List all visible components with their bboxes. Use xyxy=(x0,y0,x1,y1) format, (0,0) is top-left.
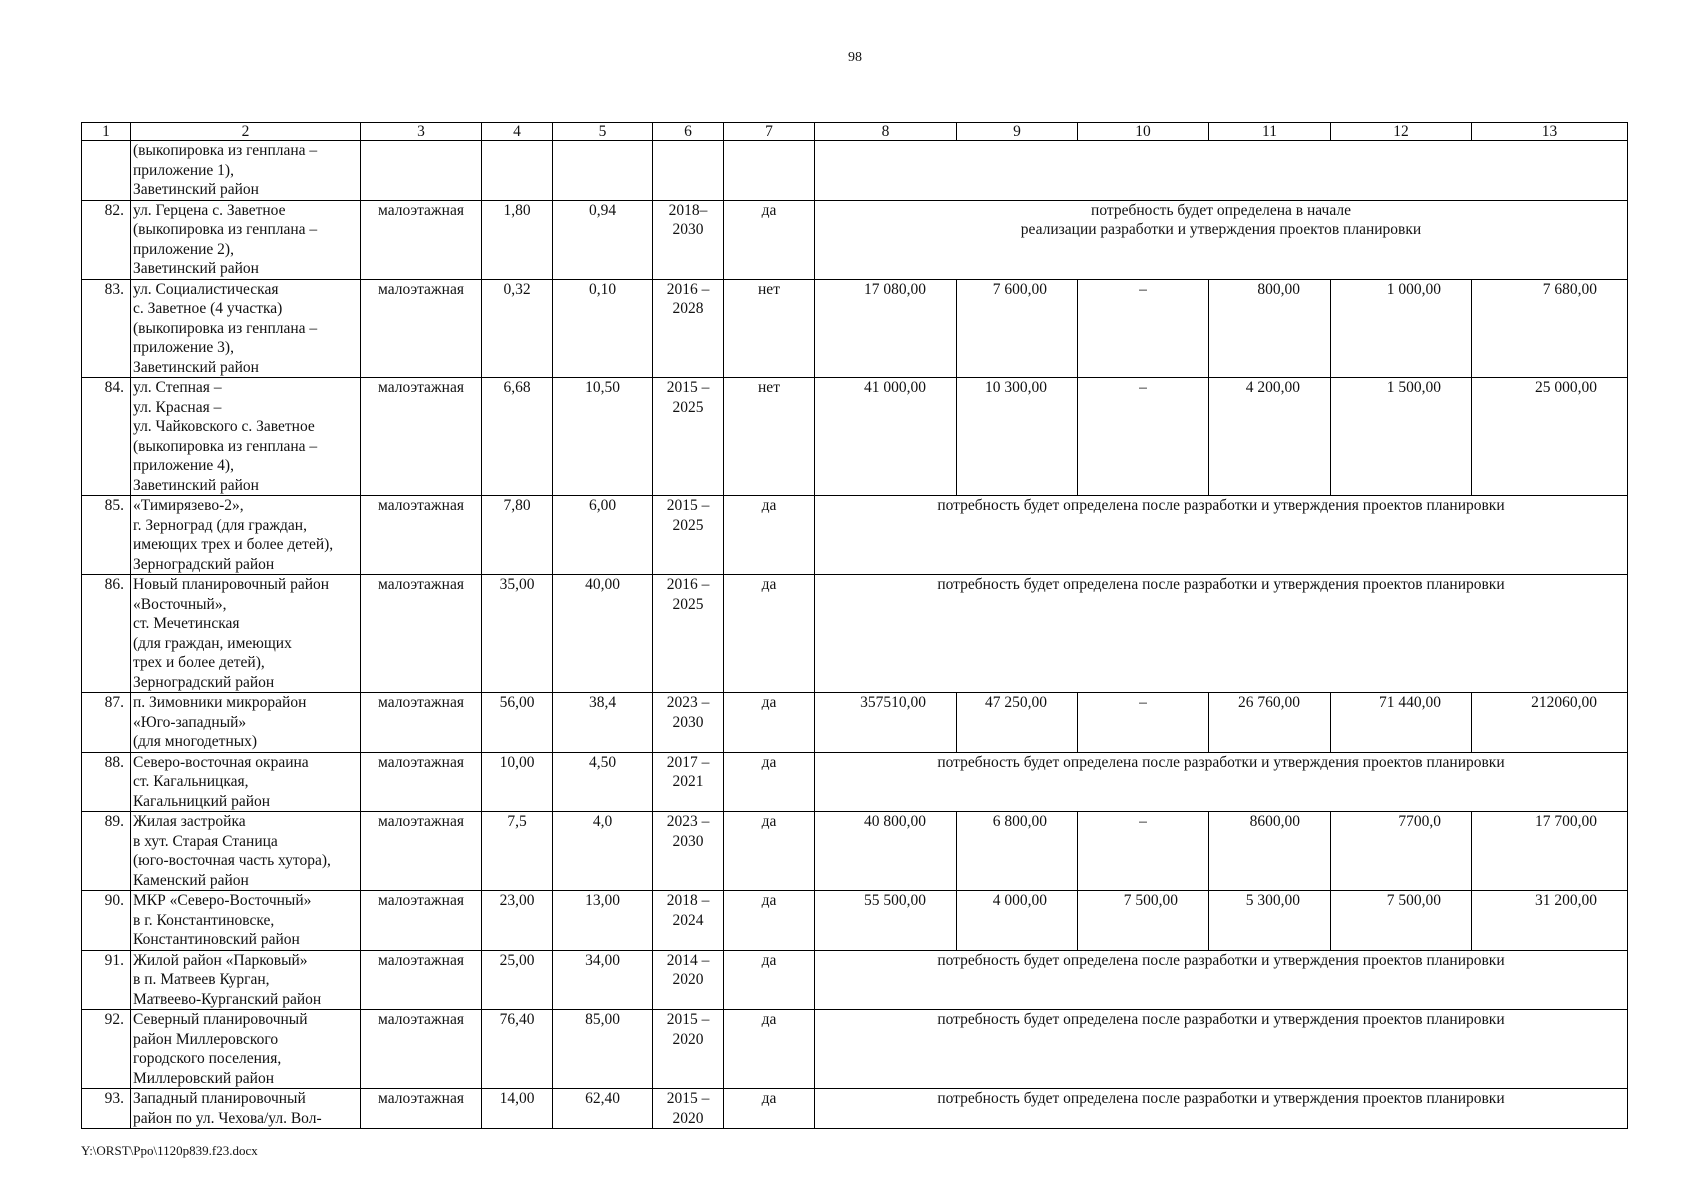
row-number: 93. xyxy=(82,1089,131,1129)
funding-value: 41 000,00 xyxy=(815,378,957,496)
table-row xyxy=(82,378,1628,496)
area-total: 23,00 xyxy=(482,891,553,951)
object-name xyxy=(131,1089,361,1129)
period-line: 2023 – xyxy=(666,813,710,830)
object-name-line: «Юго-западный» xyxy=(133,713,247,731)
row-number: 86. xyxy=(82,575,131,693)
area-built: 62,40 xyxy=(553,1089,653,1129)
building-type: малоэтажная xyxy=(361,950,482,1010)
period-line: 2015 – xyxy=(666,1090,710,1107)
period-line: 2016 – xyxy=(666,576,710,593)
object-name xyxy=(131,693,361,753)
area-total xyxy=(482,141,553,201)
building-type: малоэтажная xyxy=(361,693,482,753)
funding-note xyxy=(815,200,1628,279)
project-status: да xyxy=(724,1089,815,1129)
area-total: 76,40 xyxy=(482,1010,553,1089)
row-number: 84. xyxy=(82,378,131,496)
object-name-line: (выкопировка из генплана – xyxy=(133,142,318,159)
row-number: 85. xyxy=(82,496,131,575)
area-total: 7,80 xyxy=(482,496,553,575)
funding-value: 55 500,00 xyxy=(815,891,957,951)
funding-value: 31 200,00 xyxy=(1472,891,1628,951)
project-status: да xyxy=(724,812,815,891)
building-type: малоэтажная xyxy=(361,496,482,575)
object-name-line: (выкопировка из генплана – xyxy=(133,221,318,238)
object-name-line: (выкопировка из генплана – xyxy=(133,437,318,455)
funding-value: 7 500,00 xyxy=(1331,891,1472,951)
implementation-period xyxy=(653,891,724,951)
object-name-line: приложение 1), xyxy=(133,161,234,179)
row-number: 82. xyxy=(82,200,131,279)
column-number-6: 6 xyxy=(653,123,724,141)
implementation-period xyxy=(653,812,724,891)
area-total: 7,5 xyxy=(482,812,553,891)
object-name-line: Жилая застройка xyxy=(133,813,246,830)
funding-value: 7700,0 xyxy=(1331,812,1472,891)
object-name xyxy=(131,496,361,575)
funding-note-line: реализации разработки и утверждения проектов планировки xyxy=(1020,221,1422,238)
object-name-line: ул. Социалистическая xyxy=(133,280,279,298)
object-name-line: Жилой район «Парковый» xyxy=(133,951,308,969)
funding-note xyxy=(815,950,1628,1010)
object-name-line: «Тимирязево-2», xyxy=(133,497,244,514)
implementation-period xyxy=(653,378,724,496)
object-name-line: Заветинский район xyxy=(133,358,259,376)
period-line: 2025 xyxy=(672,516,704,534)
object-name-line: (для многодетных) xyxy=(133,733,258,750)
table-row xyxy=(82,752,1628,812)
funding-value: 1 000,00 xyxy=(1331,279,1472,378)
implementation-period xyxy=(653,141,724,201)
funding-note-line: потребность будет определена после разработки и утверждения проектов планировки xyxy=(937,497,1505,514)
object-name xyxy=(131,752,361,812)
object-name-line: Северо-восточная окраина xyxy=(133,753,309,771)
funding-value: – xyxy=(1078,812,1209,891)
object-name-line: Зерноградский район xyxy=(133,673,275,691)
object-name-line: ст. Кагальницкая, xyxy=(133,773,249,790)
area-built: 0,10 xyxy=(553,279,653,378)
table-row xyxy=(82,812,1628,891)
funding-note xyxy=(815,752,1628,812)
object-name xyxy=(131,279,361,378)
table-row xyxy=(82,1089,1628,1129)
object-name-line: приложение 3), xyxy=(133,339,234,356)
object-name xyxy=(131,950,361,1010)
column-number-13: 13 xyxy=(1472,123,1628,141)
funding-value: 47 250,00 xyxy=(957,693,1078,753)
object-name-line: в п. Матвеев Курган, xyxy=(133,971,270,988)
funding-value: 7 680,00 xyxy=(1472,279,1628,378)
area-total: 10,00 xyxy=(482,752,553,812)
object-name-line: в г. Константиновске, xyxy=(133,911,275,929)
object-name xyxy=(131,891,361,951)
implementation-period xyxy=(653,1010,724,1089)
project-status xyxy=(724,141,815,201)
funding-value: 40 800,00 xyxy=(815,812,957,891)
period-line: 2020 xyxy=(672,1109,704,1127)
object-name-line: Новый планировочный район xyxy=(133,576,330,593)
implementation-period xyxy=(653,200,724,279)
funding-note xyxy=(815,1010,1628,1089)
period-line: 2030 xyxy=(672,713,704,731)
funding-value: – xyxy=(1078,279,1209,378)
object-name-line: ст. Мечетинская xyxy=(133,615,240,632)
object-name-line: МКР «Северо-Восточный» xyxy=(133,892,312,909)
object-name xyxy=(131,200,361,279)
funding-value: 71 440,00 xyxy=(1331,693,1472,753)
implementation-period xyxy=(653,1089,724,1129)
period-line: 2017 – xyxy=(666,753,710,771)
object-name xyxy=(131,812,361,891)
object-name-line: Матвеево-Курганский район xyxy=(133,990,322,1008)
funding-value: 4 200,00 xyxy=(1209,378,1331,496)
column-number-12: 12 xyxy=(1331,123,1472,141)
object-name-line: район Миллеровского xyxy=(133,1030,279,1048)
object-name-line: Западный планировочный xyxy=(133,1090,306,1107)
object-name-line: в хут. Старая Станица xyxy=(133,832,278,850)
period-line: 2016 – xyxy=(666,280,710,298)
object-name-line: г. Зерноград (для граждан, xyxy=(133,516,307,534)
building-type: малоэтажная xyxy=(361,1010,482,1089)
area-total: 25,00 xyxy=(482,950,553,1010)
column-number-row xyxy=(82,123,1628,141)
object-name-line: район по ул. Чехова/ул. Вол- xyxy=(133,1109,322,1127)
funding-value: 1 500,00 xyxy=(1331,378,1472,496)
row-number: 87. xyxy=(82,693,131,753)
column-number-9: 9 xyxy=(957,123,1078,141)
building-type: малоэтажная xyxy=(361,812,482,891)
object-name xyxy=(131,1010,361,1089)
funding-value: – xyxy=(1078,378,1209,496)
period-line: 2020 xyxy=(672,971,704,988)
object-name-line: Северный планировочный xyxy=(133,1011,308,1028)
column-number-2: 2 xyxy=(131,123,361,141)
funding-value: 8600,00 xyxy=(1209,812,1331,891)
building-type: малоэтажная xyxy=(361,1089,482,1129)
table-row xyxy=(82,141,1628,201)
object-name-line: (юго-восточная часть хутора), xyxy=(133,852,331,869)
funding-value: 4 000,00 xyxy=(957,891,1078,951)
area-built: 4,0 xyxy=(553,812,653,891)
project-status: да xyxy=(724,752,815,812)
period-line: 2014 – xyxy=(666,951,710,969)
area-built: 0,94 xyxy=(553,200,653,279)
funding-value: 7 500,00 xyxy=(1078,891,1209,951)
funding-note xyxy=(815,141,1628,201)
funding-value: 5 300,00 xyxy=(1209,891,1331,951)
building-type xyxy=(361,141,482,201)
project-status: да xyxy=(724,496,815,575)
object-name-line: ул. Степная – xyxy=(133,379,222,396)
funding-note xyxy=(815,1089,1628,1129)
period-line: 2021 xyxy=(672,773,704,790)
area-built: 10,50 xyxy=(553,378,653,496)
building-type: малоэтажная xyxy=(361,279,482,378)
area-built: 4,50 xyxy=(553,752,653,812)
period-line: 2023 – xyxy=(666,694,710,711)
column-number-10: 10 xyxy=(1078,123,1209,141)
project-status: нет xyxy=(724,378,815,496)
column-number-4: 4 xyxy=(482,123,553,141)
funding-note-line: потребность будет определена в начале xyxy=(1091,201,1351,219)
period-line: 2018 – xyxy=(666,892,710,909)
area-built: 85,00 xyxy=(553,1010,653,1089)
column-number-8: 8 xyxy=(815,123,957,141)
funding-note-line: потребность будет определена после разработки и утверждения проектов планировки xyxy=(937,1090,1505,1107)
period-line: 2015 – xyxy=(666,379,710,396)
funding-note-line: потребность будет определена после разработки и утверждения проектов планировки xyxy=(937,576,1505,593)
object-name-line: ул. Чайковского с. Заветное xyxy=(133,418,315,435)
building-type: малоэтажная xyxy=(361,891,482,951)
implementation-period xyxy=(653,496,724,575)
project-status: да xyxy=(724,950,815,1010)
column-number-5: 5 xyxy=(553,123,653,141)
column-number-3: 3 xyxy=(361,123,482,141)
project-status: да xyxy=(724,575,815,693)
project-status: да xyxy=(724,1010,815,1089)
object-name-line: городского поселения, xyxy=(133,1050,282,1067)
object-name-line: п. Зимовники микрорайон xyxy=(133,694,307,711)
period-line: 2025 xyxy=(672,595,704,613)
table-body xyxy=(82,123,1628,1129)
row-number: 88. xyxy=(82,752,131,812)
column-number-1: 1 xyxy=(82,123,131,141)
project-status: да xyxy=(724,891,815,951)
funding-note-line: потребность будет определена после разработки и утверждения проектов планировки xyxy=(937,1011,1505,1028)
area-total: 1,80 xyxy=(482,200,553,279)
area-total: 56,00 xyxy=(482,693,553,753)
table-row xyxy=(82,200,1628,279)
column-number-7: 7 xyxy=(724,123,815,141)
funding-value: – xyxy=(1078,693,1209,753)
period-line: 2015 – xyxy=(666,497,710,514)
housing-table xyxy=(81,122,1628,1129)
implementation-period xyxy=(653,575,724,693)
project-status: нет xyxy=(724,279,815,378)
row-number: 92. xyxy=(82,1010,131,1089)
funding-value: 17 700,00 xyxy=(1472,812,1628,891)
building-type: малоэтажная xyxy=(361,200,482,279)
period-line: 2018– xyxy=(668,201,708,219)
object-name-line: «Восточный», xyxy=(133,595,227,613)
row-number: 83. xyxy=(82,279,131,378)
table-row xyxy=(82,496,1628,575)
funding-value: 25 000,00 xyxy=(1472,378,1628,496)
funding-note-line: потребность будет определена после разработки и утверждения проектов планировки xyxy=(937,951,1505,969)
building-type: малоэтажная xyxy=(361,378,482,496)
funding-value: 7 600,00 xyxy=(957,279,1078,378)
table-row xyxy=(82,950,1628,1010)
column-number-11: 11 xyxy=(1209,123,1331,141)
area-built: 34,00 xyxy=(553,950,653,1010)
area-built: 13,00 xyxy=(553,891,653,951)
row-number: 90. xyxy=(82,891,131,951)
project-status: да xyxy=(724,693,815,753)
object-name-line: ул. Красная – xyxy=(133,398,222,416)
implementation-period xyxy=(653,279,724,378)
row-number: 89. xyxy=(82,812,131,891)
object-name xyxy=(131,378,361,496)
table-row xyxy=(82,693,1628,753)
period-line: 2020 xyxy=(672,1030,704,1048)
area-built xyxy=(553,141,653,201)
area-built: 38,4 xyxy=(553,693,653,753)
funding-value: 6 800,00 xyxy=(957,812,1078,891)
object-name-line: Кагальницкий район xyxy=(133,792,271,810)
area-built: 6,00 xyxy=(553,496,653,575)
building-type: малоэтажная xyxy=(361,752,482,812)
row-number: 91. xyxy=(82,950,131,1010)
object-name-line: трех и более детей), xyxy=(133,654,265,671)
implementation-period xyxy=(653,693,724,753)
period-line: 2024 xyxy=(672,911,704,929)
funding-note xyxy=(815,496,1628,575)
page-number: 98 xyxy=(848,50,862,65)
table-row xyxy=(82,279,1628,378)
object-name-line: Заветинский район xyxy=(133,260,259,277)
object-name xyxy=(131,575,361,693)
area-total: 14,00 xyxy=(482,1089,553,1129)
object-name-line: ул. Герцена с. Заветное xyxy=(133,201,286,219)
object-name-line: (выкопировка из генплана – xyxy=(133,319,318,337)
table-row xyxy=(82,1010,1628,1089)
funding-value: 17 080,00 xyxy=(815,279,957,378)
project-status: да xyxy=(724,200,815,279)
object-name-line: Зерноградский район xyxy=(133,555,275,573)
funding-note-line: потребность будет определена после разработки и утверждения проектов планировки xyxy=(937,753,1505,771)
object-name-line: имеющих трех и более детей), xyxy=(133,536,334,553)
area-total: 35,00 xyxy=(482,575,553,693)
object-name-line: Константиновский район xyxy=(133,931,300,948)
funding-value: 10 300,00 xyxy=(957,378,1078,496)
object-name-line: Каменский район xyxy=(133,871,249,889)
object-name-line: приложение 4), xyxy=(133,457,234,474)
table-row xyxy=(82,891,1628,951)
funding-note xyxy=(815,575,1628,693)
object-name-line: Заветинский район xyxy=(133,181,259,198)
area-built: 40,00 xyxy=(553,575,653,693)
table-row xyxy=(82,575,1628,693)
area-total: 6,68 xyxy=(482,378,553,496)
period-line: 2030 xyxy=(672,832,704,850)
object-name-line: Заветинский район xyxy=(133,476,259,494)
implementation-period xyxy=(653,950,724,1010)
building-type: малоэтажная xyxy=(361,575,482,693)
file-path-footer: Y:\ORST\Ppo\1120p839.f23.docx xyxy=(81,1143,258,1158)
object-name-line: (для граждан, имеющих xyxy=(133,634,292,652)
funding-value: 26 760,00 xyxy=(1209,693,1331,753)
object-name-line: Миллеровский район xyxy=(133,1069,274,1087)
period-line: 2030 xyxy=(672,221,704,238)
row-number xyxy=(82,141,131,201)
period-line: 2025 xyxy=(672,398,704,416)
period-line: 2028 xyxy=(672,300,704,317)
funding-value: 800,00 xyxy=(1209,279,1331,378)
funding-value: 212060,00 xyxy=(1472,693,1628,753)
object-name-line: приложение 2), xyxy=(133,240,234,258)
object-name xyxy=(131,141,361,201)
area-total: 0,32 xyxy=(482,279,553,378)
object-name-line: с. Заветное (4 участка) xyxy=(133,300,283,317)
funding-value: 357510,00 xyxy=(815,693,957,753)
period-line: 2015 – xyxy=(666,1011,710,1028)
implementation-period xyxy=(653,752,724,812)
